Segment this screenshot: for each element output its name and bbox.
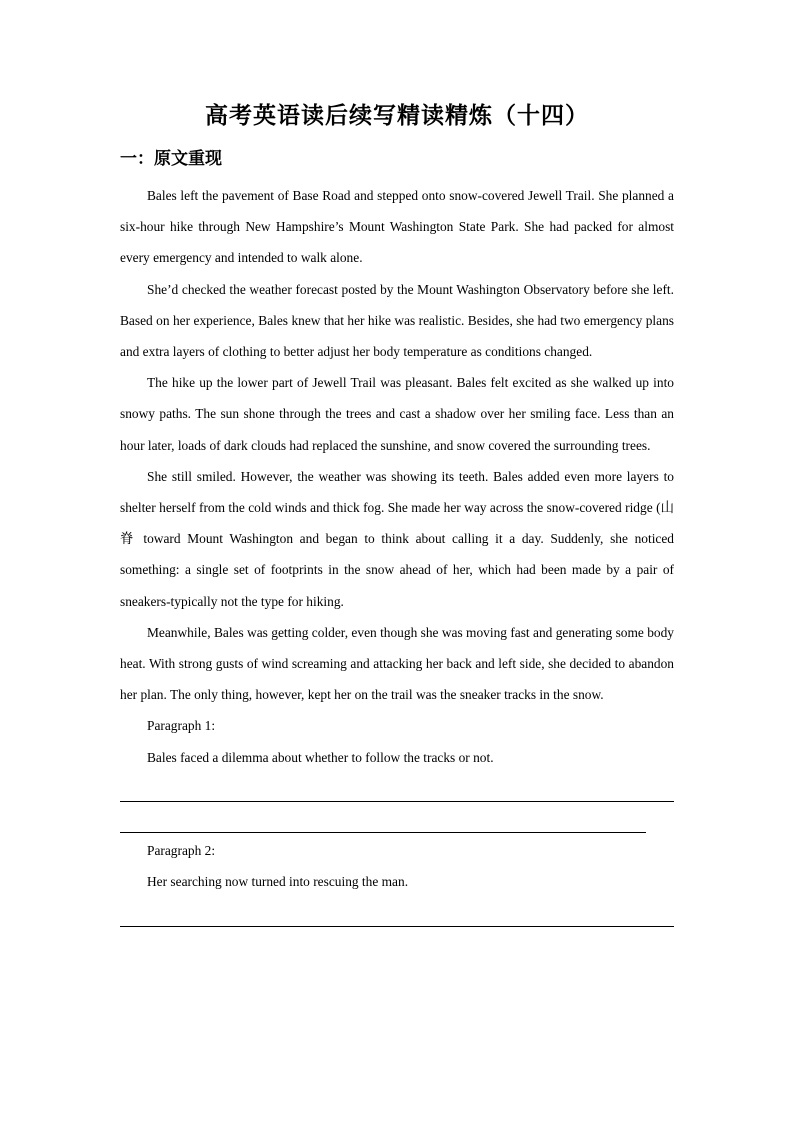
continuation-label-2: Paragraph 2:: [147, 843, 216, 859]
answer-line: [120, 773, 674, 804]
story-paragraph-2: She’d checked the weather forecast posted by the Mount Washington Observatory before she left. Based on her experience, Bales knew that her hike was realistic. Besides, she had two emergency plans and extra layers of clothing to better adjust her body temperature as conditions changed.: [120, 281, 674, 360]
continuation-opening-1: Bales faced a dilemma about whether to follow the tracks or not.: [147, 749, 494, 765]
continuation-label-1: Paragraph 1:: [147, 718, 216, 734]
section-heading: 一：原文重现: [120, 149, 222, 169]
story-paragraph-1: Bales left the pavement of Base Road and stepped onto snow-covered Jewell Trail. She planned a six-hour hike through New Hampshire’s Mount Washington State Park. She had packed for almost every emergency and intended to walk alone.: [120, 188, 674, 266]
document-body: [120, 180, 674, 929]
story-paragraph-4: She still smiled. However, the weather was showing its teeth. Bales added even more layers to shelter herself from the cold winds and thick fog. She made her way across the snow-covered ridge (山脊 toward Mount Washington and began to think about calling it a day. Suddenly, she noticed something: a single set of footprints in the snow ahead of her, which had been made by a pair of sneakers-typically not the type for hiking.: [120, 468, 674, 609]
continuation-opening-2: Her searching now turned into rescuing the man.: [147, 874, 409, 890]
story-paragraph-5: Meanwhile, Bales was getting colder, even though she was moving fast and generating some body heat. With strong gusts of wind screaming and attacking her back and left side, she decided to abandon her plan. The only thing, however, kept her on the trail was the sneaker tracks in the snow.: [120, 624, 674, 703]
answer-line: [120, 804, 674, 835]
document-title: 高考英语读后续写精读精炼（十四）: [205, 102, 589, 129]
answer-line: [120, 898, 674, 929]
story-paragraph-3: The hike up the lower part of Jewell Trail was pleasant. Bales felt excited as she walked up into snowy paths. The sun shone through the trees and cast a shadow over her smiling face. Less than an hour later, loads of dark clouds had replaced the sunshine, and snow covered the surrounding trees.: [120, 375, 674, 453]
